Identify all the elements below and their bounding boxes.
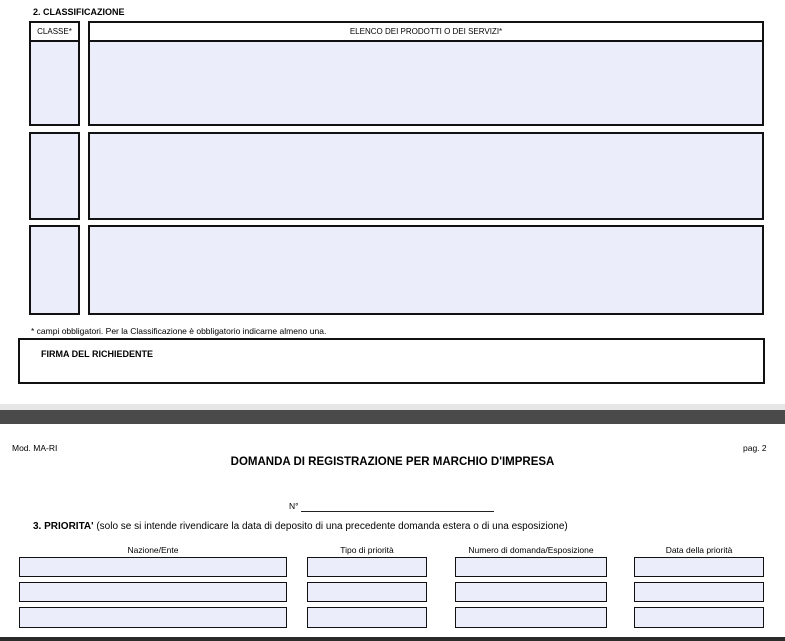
firma-label: FIRMA DEL RICHIEDENTE bbox=[41, 349, 154, 359]
numero-domanda-field-1[interactable] bbox=[455, 557, 607, 577]
tipo-field-1[interactable] bbox=[307, 557, 427, 577]
numero-label: N° bbox=[289, 501, 299, 511]
column-header-classe-label: CLASSE* bbox=[37, 27, 72, 36]
classe-field-1[interactable] bbox=[29, 40, 80, 126]
column-header-elenco-label: ELENCO DEI PRODOTTI O DEI SERVIZI* bbox=[349, 27, 503, 36]
section-3-title-number: 3. PRIORITA' bbox=[33, 521, 94, 532]
elenco-field-3[interactable] bbox=[88, 225, 764, 315]
column-header-classe bbox=[29, 21, 80, 42]
mod-label: Mod. MA-RI bbox=[12, 443, 58, 453]
classe-field-2[interactable] bbox=[29, 132, 80, 220]
data-field-2[interactable] bbox=[634, 582, 764, 602]
column-header-numero: Numero di domanda/Esposizione bbox=[468, 545, 594, 555]
footnote: * campi obbligatori. Per la Classificazione è obbligatorio indicarne almeno una. bbox=[31, 326, 327, 336]
tipo-field-2[interactable] bbox=[307, 582, 427, 602]
classe-field-3[interactable] bbox=[29, 225, 80, 315]
data-field-1[interactable] bbox=[634, 557, 764, 577]
firma-box[interactable] bbox=[18, 338, 765, 384]
numero-domanda-field-2[interactable] bbox=[455, 582, 607, 602]
nazione-field-1[interactable] bbox=[19, 557, 287, 577]
column-header-tipo: Tipo di priorità bbox=[340, 545, 394, 555]
bottom-edge bbox=[0, 637, 785, 641]
elenco-field-2[interactable] bbox=[88, 132, 764, 220]
numero-domanda-field-3[interactable] bbox=[455, 607, 607, 628]
page-separator bbox=[0, 410, 785, 424]
page-number: pag. 2 bbox=[743, 443, 767, 453]
nazione-field-2[interactable] bbox=[19, 582, 287, 602]
elenco-field-1[interactable] bbox=[88, 40, 764, 126]
column-header-elenco bbox=[88, 21, 764, 42]
column-header-nazione: Nazione/Ente bbox=[127, 545, 179, 555]
section-3-title-note: (solo se si intende rivendicare la data di deposito di una precedente domanda estera o di una esposizione) bbox=[93, 521, 568, 532]
section-2-title: 2. CLASSIFICAZIONE bbox=[33, 7, 125, 17]
data-field-3[interactable] bbox=[634, 607, 764, 628]
column-header-data: Data della priorità bbox=[665, 545, 733, 555]
numero-line[interactable] bbox=[301, 511, 494, 512]
tipo-field-3[interactable] bbox=[307, 607, 427, 628]
section-3-title bbox=[33, 521, 568, 532]
document-title: DOMANDA DI REGISTRAZIONE PER MARCHIO D'IMPRESA bbox=[230, 456, 555, 468]
nazione-field-3[interactable] bbox=[19, 607, 287, 628]
